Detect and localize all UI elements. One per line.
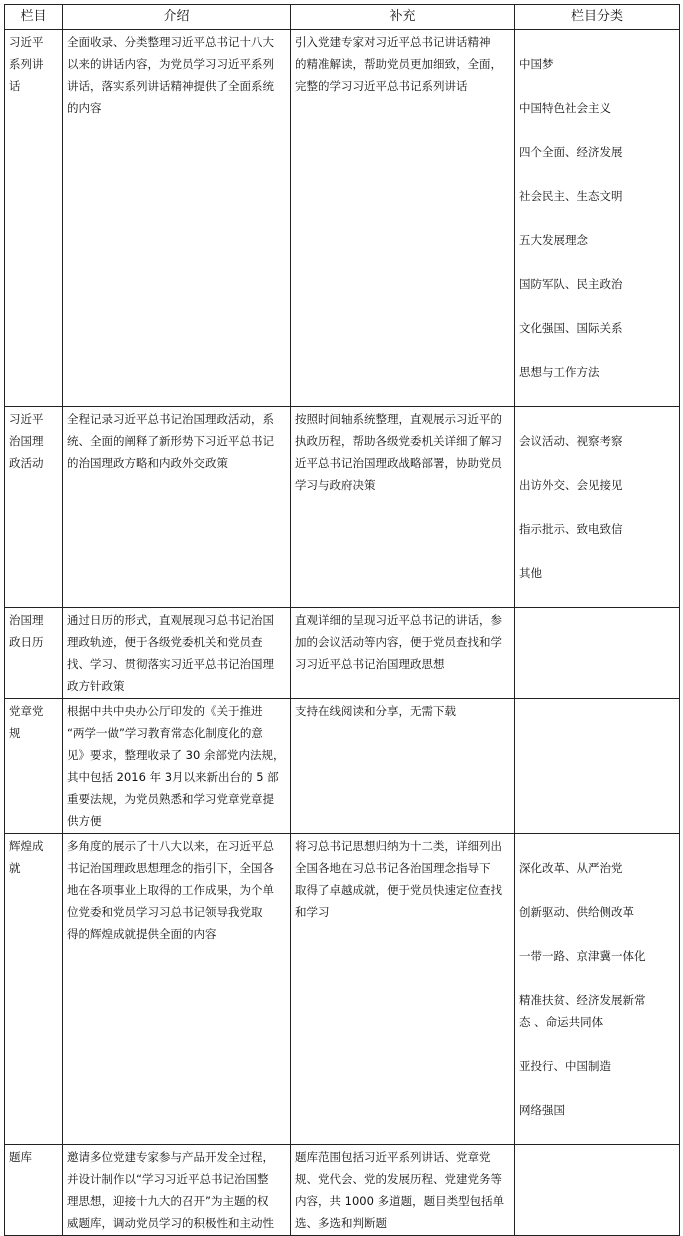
header-row — [5, 5, 680, 30]
category-item: 中国梦 — [519, 57, 554, 71]
category-item: 指示批示、致电致信 — [519, 522, 623, 536]
column-name: 题库 — [5, 1145, 63, 1236]
column-name: 习近平 系列讲 话 — [5, 30, 63, 407]
column-name: 治国理 政日历 — [5, 608, 63, 699]
column-categories — [515, 608, 680, 699]
header-intro: 介绍 — [63, 5, 291, 30]
category-item: 一带一路、京津冀一体化 — [519, 949, 646, 963]
column-categories — [515, 407, 680, 608]
column-supplement: 题库范围包括习近平系列讲话、党章党 规、党代会、党的发展历程、党建党务等 内容，共 1000 多道题，题目类型包括单 选、多选和判断题 — [291, 1145, 515, 1236]
column-intro: 邀请多位党建专家参与产品开发全过程， 并设计制作以“学习习近平总书记治国整 理思想，迎接十九大的召开”为主题的权 威题库，调动党员学习的积极性和主动性 — [63, 1145, 291, 1236]
table-row — [5, 407, 680, 608]
category-item: 精准扶贫、经济发展新常 态 、命运共同体 — [519, 993, 646, 1029]
table-row — [5, 834, 680, 1145]
category-item: 亚投行、中国制造 — [519, 1059, 611, 1073]
category-item: 创新驱动、供给侧改革 — [519, 905, 634, 919]
category-item: 出访外交、会见接见 — [519, 478, 623, 492]
category-item: 会议活动、视察考察 — [519, 434, 623, 448]
column-intro: 根据中共中央办公厅印发的《关于推进 “两学一做”学习教育常态化制度化的意 见》要求，整理收录了 30 余部党内法规， 其中包括 2016 年 3月以来新出台的 5 部 重要法规，为党员熟悉和学习党章党章提 供方便 — [63, 699, 291, 834]
column-supplement: 支持在线阅读和分享，无需下载 — [291, 699, 515, 834]
category-item: 中国特色社会主义 — [519, 101, 611, 115]
category-item: 五大发展理念 — [519, 233, 588, 247]
category-item: 文化强国、国际关系 — [519, 321, 623, 335]
table-row — [5, 699, 680, 834]
header-category: 栏目分类 — [515, 5, 680, 30]
column-name: 辉煌成 就 — [5, 834, 63, 1145]
column-supplement: 直观详细的呈现习近平总书记的讲话，参 加的会议活动等内容，便于党员查找和学 习习近平总书记治国理政思想 — [291, 608, 515, 699]
column-intro: 全面收录、分类整理习近平总书记十八大 以来的讲话内容，为党员学习习近平系列 讲话，落实系列讲话精神提供了全面系统 的内容 — [63, 30, 291, 407]
category-item: 四个全面、经济发展 — [519, 145, 623, 159]
column-name: 习近平 治国理 政活动 — [5, 407, 63, 608]
category-item: 网络强国 — [519, 1103, 565, 1117]
table-row — [5, 30, 680, 407]
column-categories — [515, 699, 680, 834]
column-categories — [515, 834, 680, 1145]
column-name: 党章党 规 — [5, 699, 63, 834]
column-intro: 通过日历的形式，直观展现习总书记治国 理政轨迹，便于各级党委机关和党员查 找、学习、贯彻落实习近平总书记治国理 政方针政策 — [63, 608, 291, 699]
column-categories — [515, 30, 680, 407]
column-categories — [515, 1145, 680, 1236]
column-supplement: 将习总书记思想归纳为十二类，详细列出 全国各地在习总书记各治国理念指导下 取得了卓越成就，便于党员快速定位查找 和学习 — [291, 834, 515, 1145]
category-item: 思想与工作方法 — [519, 365, 600, 379]
column-intro: 全程记录习近平总书记治国理政活动，系 统、全面的阐释了新形势下习近平总书记 的治国理政方略和内政外交政策 — [63, 407, 291, 608]
category-item: 社会民主、生态文明 — [519, 189, 623, 203]
category-item: 深化改革、从严治党 — [519, 861, 623, 875]
column-table — [4, 4, 680, 1236]
category-item: 国防军队、民主政治 — [519, 277, 623, 291]
category-item: 其他 — [519, 566, 542, 580]
column-supplement: 按照时间轴系统整理，直观展示习近平的 执政历程，帮助各级党委机关详细了解习 近平总书记治国理政战略部署，协助党员 学习与政府决策 — [291, 407, 515, 608]
column-intro: 多角度的展示了十八大以来，在习近平总 书记治国理政思想理念的指引下，全国各 地在各项事业上取得的工作成果，为个单 位党委和党员学习习总书记领导我党取 得的辉煌成就提供全面的内容 — [63, 834, 291, 1145]
header-supplement: 补充 — [291, 5, 515, 30]
header-column: 栏目 — [5, 5, 63, 30]
column-supplement: 引入党建专家对习近平总书记讲话精神 的精准解读，帮助党员更加细致，全面， 完整的学习习近平总书记系列讲话 — [291, 30, 515, 407]
table-row — [5, 1145, 680, 1236]
table-row — [5, 608, 680, 699]
